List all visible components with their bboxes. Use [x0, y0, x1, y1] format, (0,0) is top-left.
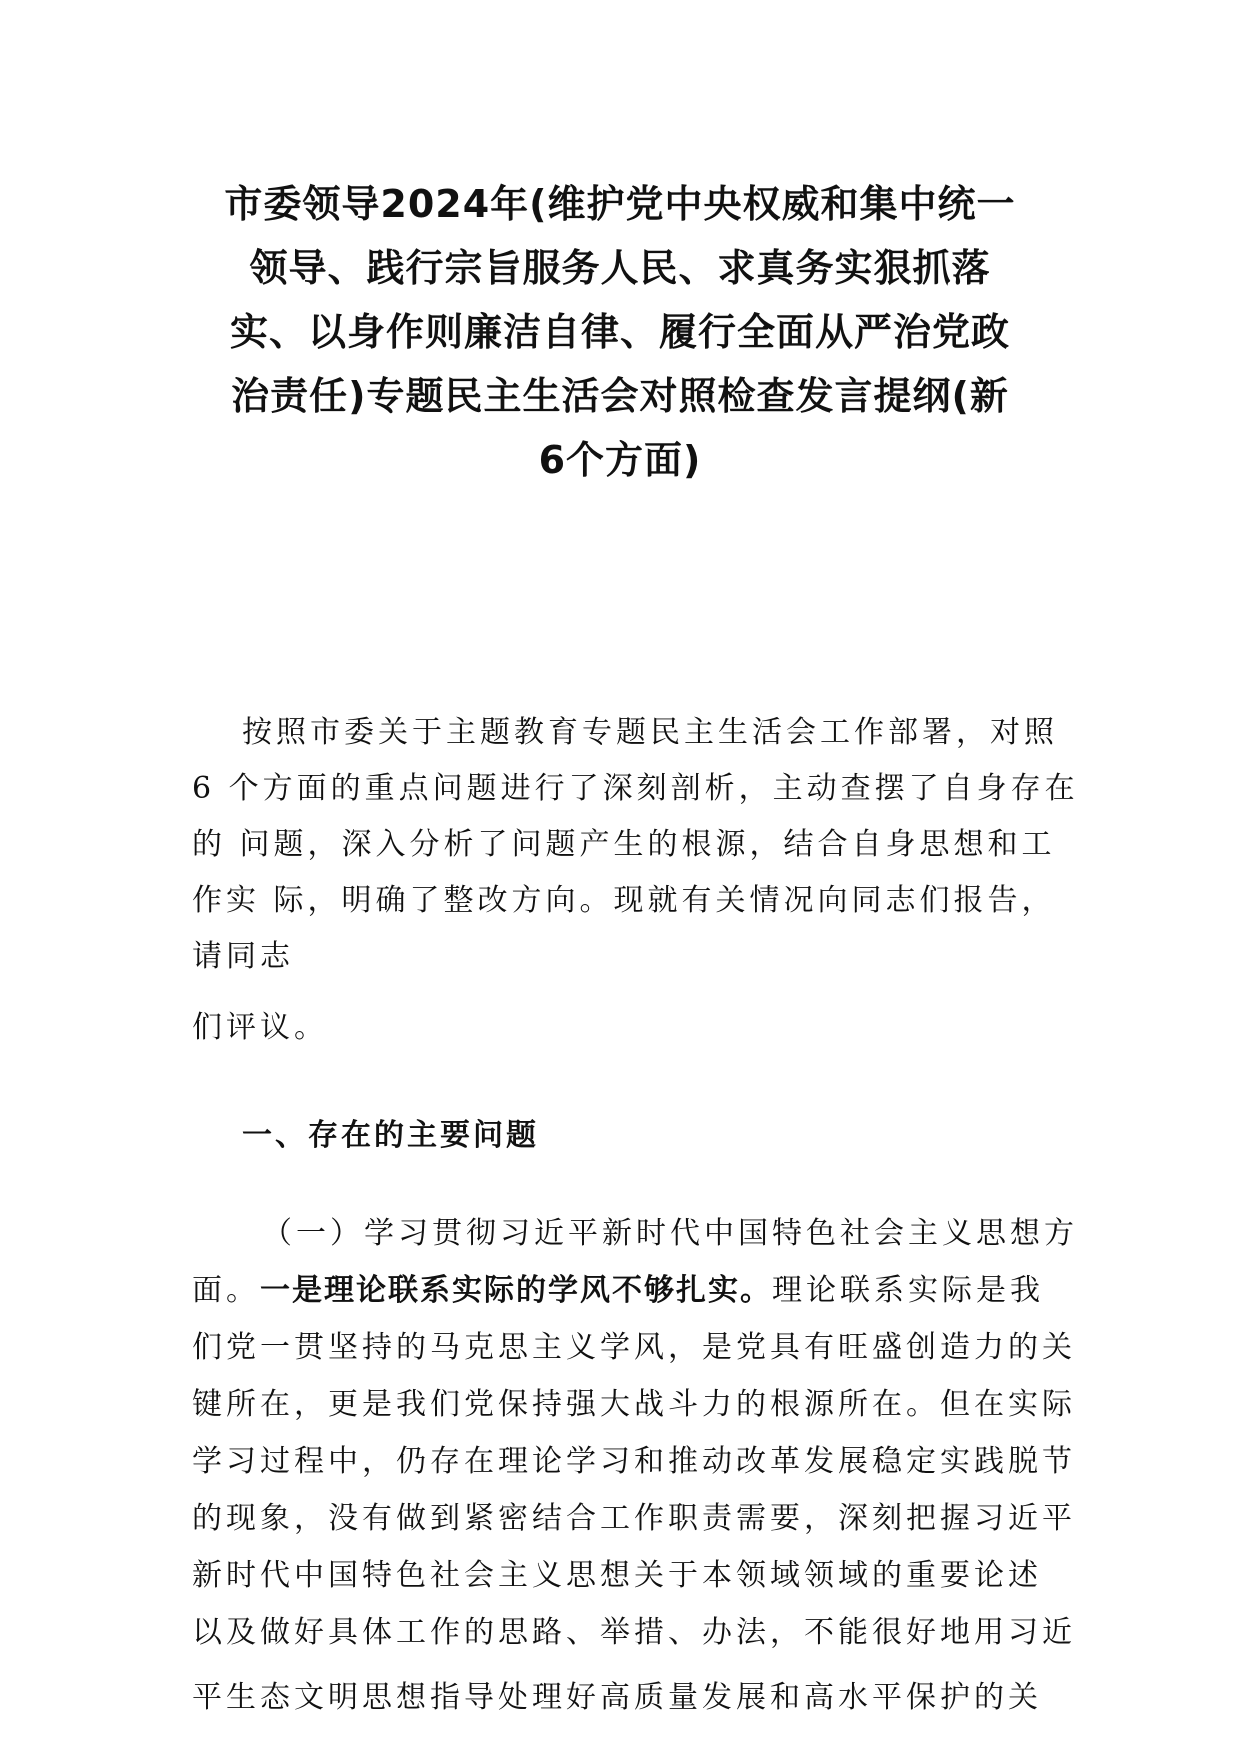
paragraph-line: 键所在，更是我们党保持强大战斗力的根源所在。但在实际	[192, 1387, 1076, 1422]
title-line: 实、以身作则廉洁自律、履行全面从严治党政	[229, 310, 1010, 354]
section-heading: 一、存在的主要问题	[242, 1118, 539, 1153]
paragraph-line: （一）学习贯彻习近平新时代中国特色社会主义思想方	[262, 1216, 1078, 1251]
document-title	[180, 172, 1060, 492]
paragraph-line-mixed	[192, 1262, 1052, 1319]
section-paragraph	[192, 1205, 1078, 1726]
paragraph-line: 们党一贯坚持的马克思主义学风，是党具有旺盛创造力的关	[192, 1330, 1076, 1365]
paragraph-line: 请同志	[192, 939, 294, 974]
paragraph-line: 们评议。	[192, 1010, 328, 1045]
paragraph-line: 以及做好具体工作的思路、举措、办法，不能很好地用习近	[192, 1615, 1076, 1650]
paragraph-line: 6 个方面的重点问题进行了深刻剖析，主动查摆了自身存在	[192, 771, 1079, 806]
title-line: 6个方面)	[538, 438, 702, 482]
text-run: 理论联系实际是我	[772, 1273, 1044, 1308]
paragraph-line: 的现象，没有做到紧密结合工作职责需要，深刻把握习近平	[192, 1501, 1076, 1536]
title-line: 治责任)专题民主生活会对照检查发言提纲(新	[231, 374, 1009, 418]
paragraph-line: 新时代中国特色社会主义思想关于本领域领域的重要论述	[192, 1558, 1042, 1593]
paragraph-line: 作实 际，明确了整改方向。现就有关情况向同志们报告，	[192, 883, 1056, 918]
paragraph-line: 按照市委关于主题教育专题民主生活会工作部署，对照	[242, 715, 1058, 750]
paragraph-line: 学习过程中，仍存在理论学习和推动改革发展稳定实践脱节	[192, 1444, 1076, 1479]
intro-paragraph-tail	[192, 1000, 1052, 1056]
title-line: 市委领导2024年(维护党中央权威和集中统一	[224, 182, 1016, 226]
text-run: 面。	[192, 1273, 260, 1308]
intro-paragraph	[192, 705, 1079, 985]
paragraph-line: 的 问题，深入分析了问题产生的根源，结合自身思想和工	[192, 827, 1056, 862]
paragraph-line: 平生态文明思想指导处理好高质量发展和高水平保护的关	[192, 1680, 1042, 1715]
bold-key-point: 一是理论联系实际的学风不够扎实。	[260, 1273, 772, 1308]
title-line: 领导、践行宗旨服务人民、求真务实狠抓落	[249, 246, 991, 290]
